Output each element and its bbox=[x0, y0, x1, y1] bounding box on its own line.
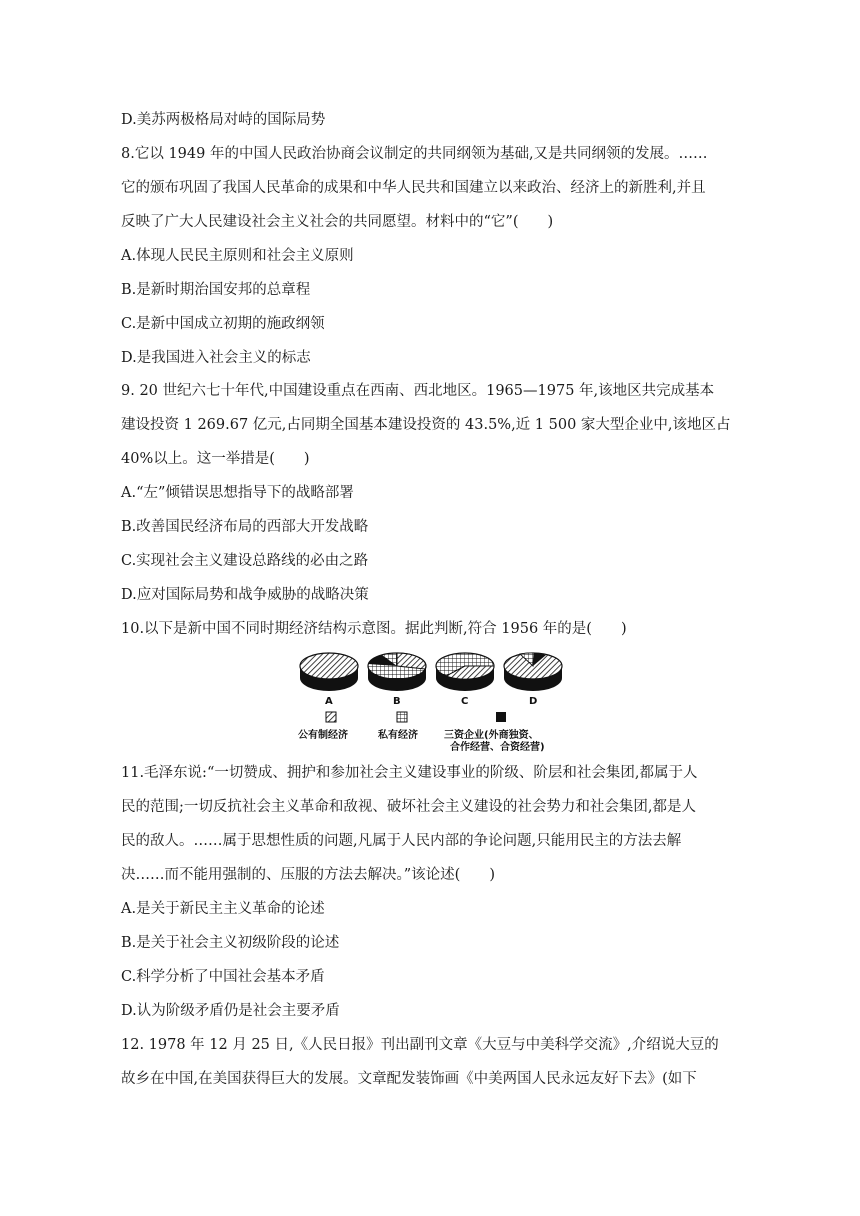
legend-private-label: 私有经济 bbox=[378, 730, 418, 741]
legend-private-swatch bbox=[397, 712, 407, 722]
q9-stem-line-2: 建设投资 1 269.67 亿元,占同期全国基本建设投资的 43.5%,近 1 500 家大型企业中,该地区占 bbox=[121, 417, 731, 433]
q8-option-d: D.是我国进入社会主义的标志 bbox=[121, 350, 311, 366]
q11-stem-line-4: 决……而不能用强制的、压服的方法去解决。”该论述( ) bbox=[121, 867, 495, 883]
chart-label-a: A bbox=[325, 696, 333, 707]
legend-foreign-label-2: 合作经营、合资经营) bbox=[450, 742, 545, 753]
q11-stem-line-2: 民的范围;一切反抗社会主义革命和敌视、破坏社会主义建设的社会势力和社会集团,都是人 bbox=[121, 799, 696, 815]
pie-chart-d bbox=[504, 653, 562, 691]
legend-public-swatch bbox=[326, 712, 336, 722]
q11-option-b: B.是关于社会主义初级阶段的论述 bbox=[121, 935, 340, 951]
q8-option-b: B.是新时期治国安邦的总章程 bbox=[121, 282, 311, 298]
q8-option-c: C.是新中国成立初期的施政纲领 bbox=[121, 316, 325, 332]
q8-stem-line-2: 它的颁布巩固了我国人民革命的成果和中华人民共和国建立以来政治、经济上的新胜利,并且 bbox=[121, 180, 706, 196]
q11-option-c: C.科学分析了中国社会基本矛盾 bbox=[121, 969, 325, 985]
q9-option-b: B.改善国民经济布局的西部大开发战略 bbox=[121, 519, 369, 535]
q11-option-a: A.是关于新民主主义革命的论述 bbox=[121, 901, 325, 917]
pie-chart-c bbox=[436, 653, 494, 691]
legend-foreign-swatch bbox=[496, 712, 506, 722]
pie-chart-a bbox=[300, 653, 358, 691]
q9-option-d: D.应对国际局势和战争威胁的战略决策 bbox=[121, 587, 369, 603]
legend-public-label: 公有制经济 bbox=[298, 730, 348, 741]
chart-label-b: B bbox=[393, 696, 401, 707]
q9-stem-line-1: 9. 20 世纪六七十年代,中国建设重点在西南、西北地区。1965—1975 年,该地区共完成基本 bbox=[121, 383, 715, 399]
q7-option-d: D.美苏两极格局对峙的国际局势 bbox=[121, 112, 326, 128]
q11-stem-line-3: 民的敌人。……属于思想性质的问题,凡属于人民内部的争论问题,只能用民主的方法去解 bbox=[121, 833, 682, 849]
q10-stem: 10.以下是新中国不同时期经济结构示意图。据此判断,符合 1956 年的是( ) bbox=[121, 621, 627, 637]
q9-stem-line-3: 40%以上。这一举措是( ) bbox=[121, 451, 310, 467]
q11-stem-line-1: 11.毛泽东说:“一切赞成、拥护和参加社会主义建设事业的阶级、阶层和社会集团,都属于人 bbox=[121, 765, 698, 781]
q9-option-a: A.“左”倾错误思想指导下的战略部署 bbox=[121, 485, 354, 501]
q12-stem-line-2: 故乡在中国,在美国获得巨大的发展。文章配发装饰画《中美两国人民永远友好下去》(如下 bbox=[121, 1071, 697, 1087]
q9-option-c: C.实现社会主义建设总路线的必由之路 bbox=[121, 553, 369, 569]
q11-option-d: D.认为阶级矛盾仍是社会主要矛盾 bbox=[121, 1003, 340, 1019]
q8-option-a: A.体现人民民主原则和社会主义原则 bbox=[121, 248, 354, 264]
chart-label-d: D bbox=[529, 696, 538, 707]
chart-label-c: C bbox=[461, 696, 469, 707]
economic-structure-figure bbox=[296, 646, 566, 756]
pie-chart-b bbox=[368, 653, 426, 691]
q12-stem-line-1: 12. 1978 年 12 月 25 日,《人民日报》刊出副刊文章《大豆与中美科学交流》,介绍说大豆的 bbox=[121, 1037, 719, 1053]
q8-stem-line-3: 反映了广大人民建设社会主义社会的共同愿望。材料中的“它”( ) bbox=[121, 214, 554, 230]
legend-foreign-label-1: 三资企业(外商独资、 bbox=[444, 730, 539, 741]
q8-stem-line-1: 8.它以 1949 年的中国人民政治协商会议制定的共同纲领为基础,又是共同纲领的发展。…… bbox=[121, 146, 708, 162]
